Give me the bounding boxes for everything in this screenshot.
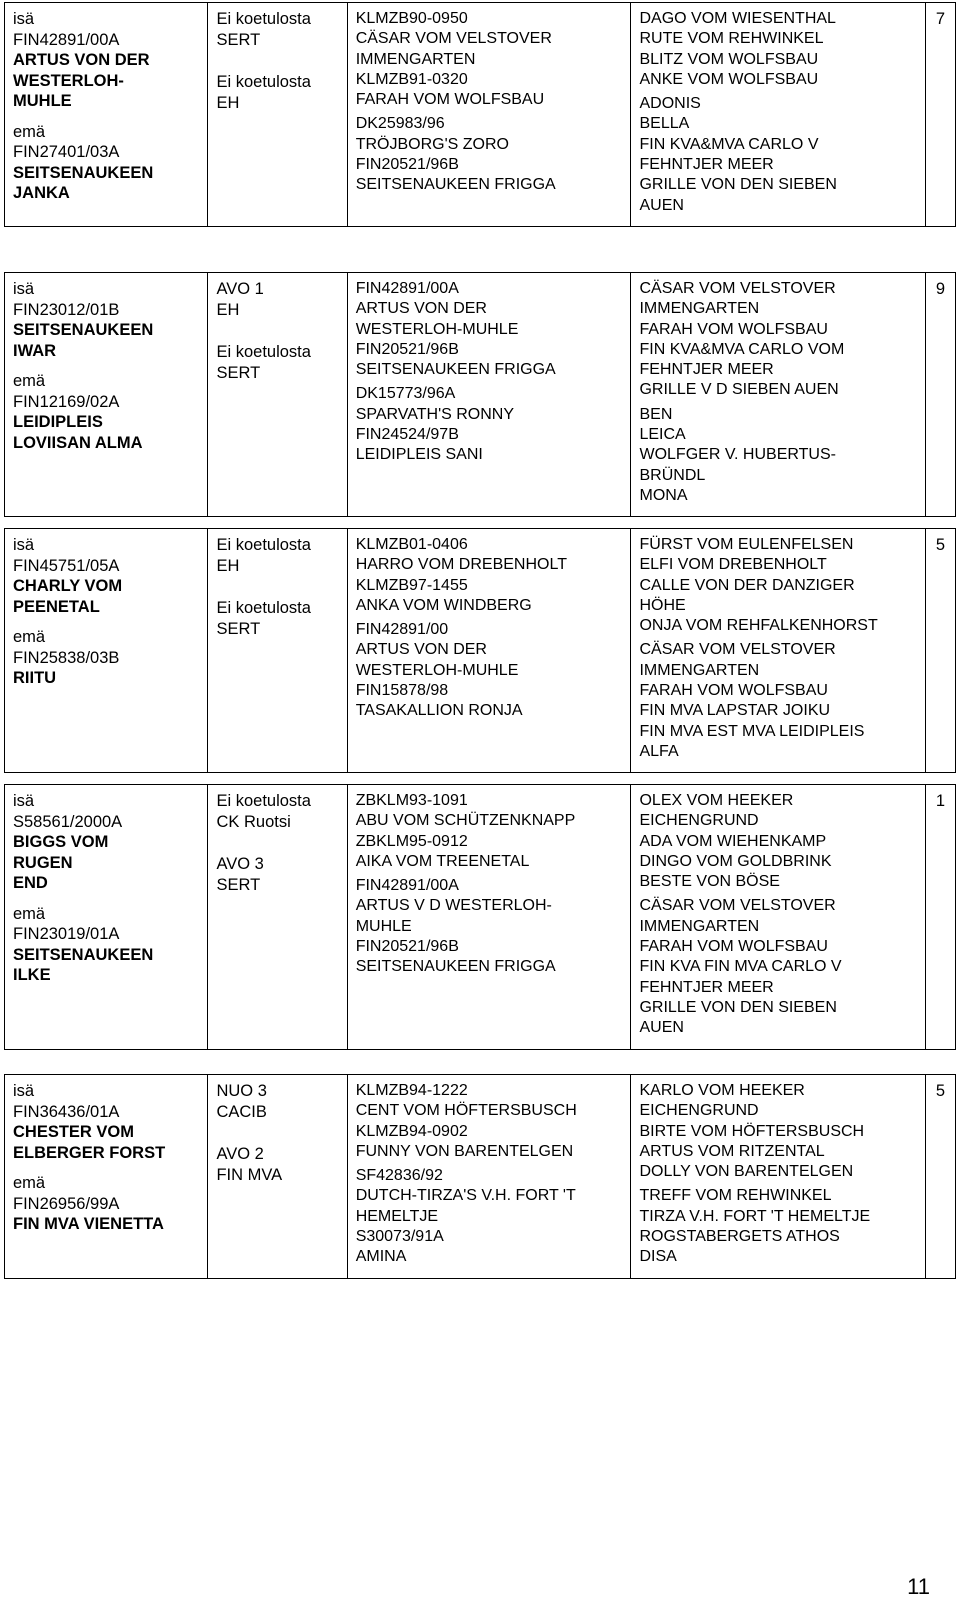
dam-grandparents-line: CÄSAR VOM VELSTOVER [639, 641, 836, 659]
sire-parents-line: ARTUS VON DER [355, 300, 487, 318]
great-grandparents-cell [631, 3, 926, 227]
dam-parents [356, 620, 623, 721]
dam-registration: FIN27401/03A [13, 143, 120, 161]
sire-grandparents-line: EICHENGRUND [639, 1102, 759, 1120]
sire-grandparents-line: ANKE VOM WOLFSBAU [639, 70, 819, 88]
dam-parents-line: DK25983/96 [355, 115, 445, 133]
sire-name-line: WESTERLOH- [13, 71, 124, 90]
dam-grandparents-line: GRILLE VON DEN SIEBEN [639, 176, 837, 194]
sire-grandparents-line: BIRTE VOM HÖFTERSBUSCH [639, 1122, 865, 1140]
sire-parents-line: ZBKLM95-0912 [355, 832, 468, 850]
dam-parents-line: S30073/91A [355, 1228, 444, 1246]
dam-grandparents-line: CÄSAR VOM VELSTOVER [639, 897, 836, 915]
sire-name-line: MUHLE [13, 92, 72, 110]
dam-parents-line: SF42836/92 [355, 1167, 443, 1185]
dam-parents-line: FIN20521/96B [355, 938, 459, 956]
puppy-count: 5 [925, 1075, 955, 1279]
dam-parents-line: HEMELTJE [355, 1207, 439, 1225]
dam-award-line: AVO 2 [216, 1145, 264, 1163]
dam-info [13, 371, 199, 453]
great-grandparents-cell [631, 785, 926, 1050]
sire-role: isä [13, 536, 35, 554]
dam-award [216, 342, 338, 383]
dam-info [13, 627, 199, 689]
dam-info [13, 904, 199, 986]
dam-grandparents-line: IMMENGARTEN [639, 917, 760, 935]
sire-grandparents [639, 1081, 917, 1182]
sire-registration: FIN36436/01A [13, 1102, 120, 1121]
dam-parents-line: DUTCH-TIRZA'S V.H. FORT 'T [355, 1187, 576, 1205]
litter-row [5, 1075, 956, 1279]
sire-grandparents-line: ARTUS VOM RITZENTAL [639, 1142, 825, 1160]
litter-row [5, 3, 956, 227]
parents-cell [5, 1075, 208, 1279]
dam-grandparents-line: FIN MVA EST MVA LEIDIPLEIS [639, 722, 865, 740]
sire-parents-line: FUNNY VON BARENTELGEN [355, 1142, 574, 1160]
sire-parents-line: ZBKLM93-1091 [355, 792, 468, 809]
dam-parents-line: LEIDIPLEIS SANI [355, 446, 483, 464]
sire-grandparents-line: CALLE VON DER DANZIGER [639, 576, 855, 594]
dam-parents [356, 1166, 623, 1267]
sire-award [216, 535, 338, 576]
dam-grandparents-line: GRILLE VON DEN SIEBEN [639, 998, 837, 1016]
grandparents-cell [347, 1075, 631, 1279]
litter-table-2 [4, 272, 956, 517]
sire-award-line: Ei koetulosta [216, 536, 311, 554]
sire-award-line: AVO 1 [216, 280, 264, 298]
dam-role: emä [13, 372, 46, 390]
grandparents-cell [347, 529, 631, 773]
sire-grandparents-line: DAGO VOM WIESENTHAL [639, 10, 836, 27]
sire-parents-line: FARAH VOM WOLFSBAU [355, 91, 545, 109]
sire-parents [356, 535, 623, 616]
dam-registration: FIN25838/03B [13, 648, 120, 667]
awards-cell [208, 785, 347, 1050]
dam-name-line: RIITU [13, 669, 57, 687]
dam-award [216, 1144, 338, 1185]
dam-role: emä [13, 1174, 46, 1192]
dam-parents [356, 114, 623, 195]
sire-award-line: EH [216, 300, 240, 319]
sire-award-line: EH [216, 556, 240, 575]
dam-grandparents-line: TIRZA V.H. FORT 'T HEMELTJE [639, 1207, 871, 1225]
dam-parents-line: MUHLE [355, 917, 412, 935]
dam-name-line: ILKE [13, 966, 51, 984]
sire-grandparents-line: HÖHE [639, 596, 686, 614]
puppy-count: 1 [925, 785, 955, 1050]
dam-award [216, 854, 338, 895]
sire-grandparents-line: CÄSAR VOM VELSTOVER [639, 280, 836, 297]
dam-parents-line: TASAKALLION RONJA [355, 702, 523, 720]
litter-table-5 [4, 1074, 956, 1279]
sire-parents-line: KLMZB90-0950 [355, 10, 468, 27]
dam-award-line: FIN MVA [216, 1165, 283, 1184]
sire-name-line: CHESTER VOM [13, 1123, 135, 1141]
dam-grandparents-line: LEICA [639, 426, 686, 444]
dam-name-line: SEITSENAUKEEN [13, 945, 154, 964]
sire-grandparents [639, 791, 917, 892]
dam-grandparents-line: ALFA [639, 742, 679, 760]
sire-grandparents-line: EICHENGRUND [639, 812, 759, 830]
sire-registration: FIN23012/01B [13, 300, 120, 319]
parents-cell [5, 273, 208, 517]
dam-award-line: Ei koetulosta [216, 73, 311, 91]
dam-parents-line: TRÖJBORG'S ZORO [355, 135, 509, 153]
dam-grandparents-line: BRÜNDL [639, 466, 706, 484]
sire-parents-line: KLMZB91-0320 [355, 70, 468, 88]
sire-parents-line: FIN20521/96B [355, 340, 459, 358]
sire-role: isä [13, 10, 35, 28]
litter-row [5, 273, 956, 517]
litter-row [5, 529, 956, 773]
dam-name-line: JANKA [13, 184, 70, 202]
dam-grandparents-line: BEN [639, 405, 673, 423]
sire-registration: FIN42891/00A [13, 30, 120, 49]
page-number: 11 [907, 1574, 930, 1599]
dam-parents-line: FIN15878/98 [355, 682, 449, 700]
puppy-count: 5 [925, 529, 955, 773]
awards-cell [208, 273, 347, 517]
dam-award-line: Ei koetulosta [216, 599, 311, 617]
dam-role: emä [13, 904, 46, 923]
sire-grandparents-line: ONJA VOM REHFALKENHORST [639, 617, 878, 635]
sire-name-line: RUGEN [13, 853, 73, 872]
sire-parents-line: ANKA VOM WINDBERG [355, 596, 532, 614]
dam-award [216, 598, 338, 639]
dam-parents-line: FIN42891/00 [355, 621, 449, 639]
dam-name-line: FIN MVA VIENETTA [13, 1215, 164, 1233]
sire-parents [356, 279, 623, 380]
litter-table-1 [4, 2, 956, 227]
sire-grandparents-line: FÜRST VOM EULENFELSEN [639, 536, 854, 553]
dam-name-line: LEIDIPLEIS [13, 413, 103, 431]
dam-parents-line: WESTERLOH-MUHLE [355, 661, 519, 679]
sire-grandparents-line: ADA VOM WIEHENKAMP [639, 832, 827, 850]
sire-role: isä [13, 792, 35, 810]
sire-grandparents-line: ELFI VOM DREBENHOLT [639, 556, 827, 574]
sire-name-line: PEENETAL [13, 597, 100, 616]
dam-grandparents [639, 1186, 917, 1267]
sire-award-line: Ei koetulosta [216, 792, 311, 810]
litter-table-4 [4, 784, 956, 1050]
sire-registration: FIN45751/05A [13, 556, 120, 575]
dam-grandparents [639, 640, 917, 762]
sire-grandparents-line: OLEX VOM HEEKER [639, 792, 794, 809]
awards-cell [208, 529, 347, 773]
dam-parents [356, 876, 623, 977]
dam-info [13, 122, 199, 204]
sire-award-line: CK Ruotsi [216, 812, 291, 831]
sire-parents-line: KLMZB94-1222 [355, 1082, 468, 1099]
sire-name-line: END [13, 874, 48, 892]
sire-info [13, 791, 199, 894]
sire-parents-line: KLMZB97-1455 [355, 576, 468, 594]
dam-parents-line: SEITSENAUKEEN FRIGGA [355, 958, 556, 976]
awards-cell [208, 3, 347, 227]
sire-parents-line: AIKA VOM TREENETAL [355, 852, 530, 870]
sire-grandparents-line: FARAH VOM WOLFSBAU [639, 320, 828, 338]
sire-registration: S58561/2000A [13, 812, 123, 831]
sire-parents [356, 9, 623, 110]
dam-grandparents-line: ADONIS [639, 95, 701, 113]
dam-registration: FIN23019/01A [13, 925, 120, 943]
sire-grandparents-line: IMMENGARTEN [639, 300, 760, 318]
sire-grandparents-line: RUTE VOM REHWINKEL [639, 30, 824, 48]
great-grandparents-cell [631, 529, 926, 773]
sire-name-line: ELBERGER FORST [13, 1143, 166, 1162]
dam-award-line: Ei koetulosta [216, 343, 311, 361]
sire-info [13, 1081, 199, 1163]
sire-parents-line: FIN42891/00A [355, 280, 459, 297]
sire-parents-line: CENT VOM HÖFTERSBUSCH [355, 1102, 577, 1120]
dam-registration: FIN12169/02A [13, 392, 120, 411]
sire-grandparents [639, 279, 917, 401]
grandparents-cell [347, 785, 631, 1050]
awards-cell [208, 1075, 347, 1279]
grandparents-cell [347, 3, 631, 227]
great-grandparents-cell [631, 1075, 926, 1279]
parents-cell [5, 3, 208, 227]
dam-grandparents-line: FARAH VOM WOLFSBAU [639, 682, 828, 700]
dam-award-line: SERT [216, 619, 261, 638]
sire-award [216, 9, 338, 50]
dam-award-line: SERT [216, 875, 261, 894]
grandparents-cell [347, 273, 631, 517]
dam-grandparents [639, 896, 917, 1038]
dam-grandparents-line: FIN KVA FIN MVA CARLO V [639, 958, 842, 976]
sire-parents-line: IMMENGARTEN [355, 50, 476, 68]
sire-grandparents-line: FEHNTJER MEER [639, 361, 774, 379]
dam-parents-line: ARTUS V D WESTERLOH- [355, 897, 552, 915]
dam-award-line: SERT [216, 363, 261, 382]
dam-parents-line: DK15773/96A [355, 385, 456, 403]
dam-grandparents-line: FIN MVA LAPSTAR JOIKU [639, 702, 831, 720]
sire-parents-line: KLMZB01-0406 [355, 536, 468, 553]
sire-award [216, 279, 338, 320]
sire-award-line: CACIB [216, 1102, 267, 1121]
sire-parents-line: HARRO VOM DREBENHOLT [355, 556, 567, 574]
dam-grandparents-line: FIN KVA&MVA CARLO V [639, 135, 819, 153]
puppy-count: 7 [925, 3, 955, 227]
sire-name-line: ARTUS VON DER [13, 51, 150, 69]
sire-name-line: CHARLY VOM [13, 577, 123, 595]
litter-table-3 [4, 528, 956, 773]
dam-parents-line: SEITSENAUKEEN FRIGGA [355, 176, 556, 194]
sire-award [216, 1081, 338, 1122]
sire-grandparents-line: FIN KVA&MVA CARLO VOM [639, 340, 845, 358]
sire-parents-line: KLMZB94-0902 [355, 1122, 468, 1140]
dam-parents-line: ARTUS VON DER [355, 641, 487, 659]
dam-grandparents-line: TREFF VOM REHWINKEL [639, 1187, 832, 1205]
dam-grandparents-line: ROGSTABERGETS ATHOS [639, 1228, 840, 1246]
sire-grandparents-line: DOLLY VON BARENTELGEN [639, 1163, 854, 1181]
sire-award-line: NUO 3 [216, 1082, 267, 1100]
dam-name-line: LOVIISAN ALMA [13, 433, 143, 452]
dam-award-line: EH [216, 93, 240, 112]
dam-role: emä [13, 628, 46, 646]
dam-parents [356, 384, 623, 465]
dam-grandparents [639, 94, 917, 216]
dam-grandparents-line: BELLA [639, 115, 690, 133]
sire-parents-line: WESTERLOH-MUHLE [355, 320, 519, 338]
sire-grandparents-line: DINGO VOM GOLDBRINK [639, 852, 832, 870]
sire-award-line: SERT [216, 30, 261, 49]
dam-parents-line: FIN20521/96B [355, 156, 459, 174]
dam-grandparents [639, 405, 917, 506]
dam-grandparents-line: IMMENGARTEN [639, 661, 760, 679]
litter-row [5, 785, 956, 1050]
dam-grandparents-line: AUEN [639, 196, 684, 214]
dam-grandparents-line: AUEN [639, 1019, 684, 1037]
sire-parents [356, 1081, 623, 1162]
parents-cell [5, 785, 208, 1050]
sire-grandparents-line: BESTE VON BÖSE [639, 873, 780, 891]
sire-parents-line: CÄSAR VOM VELSTOVER [355, 30, 552, 48]
parents-cell [5, 529, 208, 773]
puppy-count: 9 [925, 273, 955, 517]
sire-parents-line: SEITSENAUKEEN FRIGGA [355, 361, 556, 379]
sire-role: isä [13, 1082, 35, 1100]
sire-award [216, 791, 338, 832]
sire-name-line: IWAR [13, 341, 57, 360]
dam-name-line: SEITSENAUKEEN [13, 163, 154, 182]
dam-grandparents-line: DISA [639, 1248, 677, 1266]
dam-grandparents-line: FARAH VOM WOLFSBAU [639, 938, 828, 956]
dam-award-line: AVO 3 [216, 855, 264, 873]
sire-award-line: Ei koetulosta [216, 10, 311, 28]
dam-grandparents-line: MONA [639, 486, 688, 504]
sire-info [13, 9, 199, 112]
dam-parents-line: SPARVATH'S RONNY [355, 405, 515, 423]
great-grandparents-cell [631, 273, 926, 517]
dam-grandparents-line: FEHNTJER MEER [639, 978, 774, 996]
sire-parents-line: ABU VOM SCHÜTZENKNAPP [355, 812, 576, 830]
sire-parents [356, 791, 623, 872]
dam-grandparents-line: FEHNTJER MEER [639, 156, 774, 174]
sire-info [13, 279, 199, 361]
sire-name-line: SEITSENAUKEEN [13, 321, 154, 339]
dam-parents-line: FIN42891/00A [355, 877, 459, 895]
dam-role: emä [13, 122, 46, 141]
sire-grandparents [639, 535, 917, 636]
sire-role: isä [13, 280, 35, 298]
dam-info [13, 1173, 199, 1235]
dam-parents-line: FIN24524/97B [355, 426, 459, 444]
dam-parents-line: AMINA [355, 1248, 407, 1266]
sire-grandparents-line: BLITZ VOM WOLFSBAU [639, 50, 819, 68]
dam-registration: FIN26956/99A [13, 1194, 120, 1213]
dam-award [216, 72, 338, 113]
dam-grandparents-line: WOLFGER V. HUBERTUS- [639, 446, 836, 464]
sire-grandparents-line: GRILLE V D SIEBEN AUEN [639, 381, 839, 399]
sire-grandparents-line: KARLO VOM HEEKER [639, 1082, 805, 1099]
sire-info [13, 535, 199, 617]
sire-name-line: BIGGS VOM [13, 833, 109, 851]
sire-grandparents [639, 9, 917, 90]
